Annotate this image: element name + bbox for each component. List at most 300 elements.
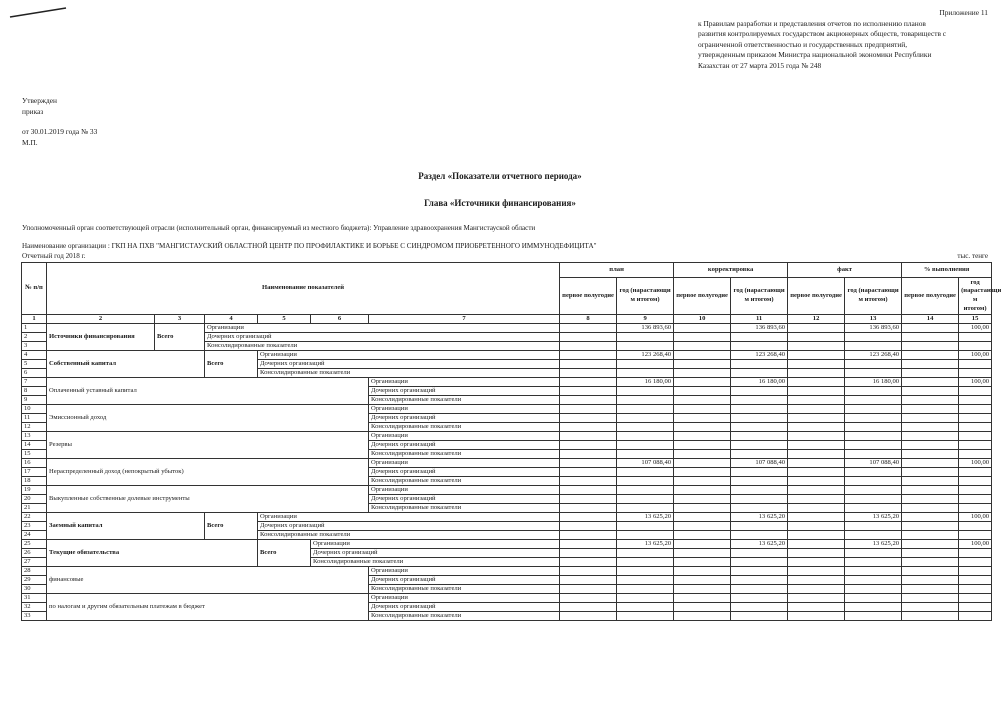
row-item-label: Дочерних организаций — [369, 576, 560, 585]
value-cell — [788, 405, 845, 414]
header-year: год (нарастающи м итогом) — [845, 278, 902, 315]
row-item-label: Дочерних организаций — [369, 603, 560, 612]
row-number: 29 — [22, 576, 47, 585]
financing-table — [21, 262, 1001, 621]
column-number: 7 — [369, 315, 560, 324]
value-cell — [788, 360, 845, 369]
value-cell — [959, 594, 992, 603]
row-item-label: Организации — [258, 351, 560, 360]
value-cell — [788, 594, 845, 603]
table-row — [22, 513, 992, 522]
value-cell — [617, 495, 674, 504]
value-cell — [617, 486, 674, 495]
row-number: 20 — [22, 495, 47, 504]
value-cell — [902, 531, 959, 540]
value-cell — [959, 369, 992, 378]
value-cell — [788, 585, 845, 594]
value-cell — [845, 468, 902, 477]
row-item-label: Консолидированные показатели — [369, 396, 560, 405]
row-item-label: Дочерних организаций — [311, 549, 560, 558]
value-cell — [731, 414, 788, 423]
value-cell — [731, 477, 788, 486]
value-cell — [788, 342, 845, 351]
row-item-label: Организации — [311, 540, 560, 549]
column-number: 5 — [258, 315, 311, 324]
value-cell: 123 268,40 — [731, 351, 788, 360]
row-item-label: Организации — [258, 513, 560, 522]
value-cell — [845, 495, 902, 504]
pen-mark — [8, 5, 68, 19]
value-cell — [560, 594, 617, 603]
value-cell — [560, 549, 617, 558]
row-number: 14 — [22, 441, 47, 450]
row-number: 2 — [22, 333, 47, 342]
table-row — [22, 351, 992, 360]
row-number: 7 — [22, 378, 47, 387]
value-cell: 100,00 — [959, 459, 992, 468]
value-cell — [959, 441, 992, 450]
value-cell — [674, 378, 731, 387]
value-cell — [560, 369, 617, 378]
value-cell — [731, 603, 788, 612]
value-cell — [845, 594, 902, 603]
authority-line: Уполномоченный орган соответствующей отрасли (исполнительный орган, финансируемый из местного бюджета): Управление здравоохранения Мангистауской области — [22, 224, 536, 232]
row-number: 15 — [22, 450, 47, 459]
value-cell — [788, 450, 845, 459]
row-item-label: Дочерних организаций — [369, 468, 560, 477]
value-cell — [902, 468, 959, 477]
value-cell — [959, 450, 992, 459]
row-item-label: Консолидированные показатели — [369, 612, 560, 621]
value-cell — [788, 477, 845, 486]
value-cell — [959, 477, 992, 486]
value-cell — [845, 342, 902, 351]
value-cell — [560, 324, 617, 333]
header-year: год (нарастающи м итогом) — [959, 278, 992, 315]
value-cell — [902, 351, 959, 360]
table-row — [22, 459, 992, 468]
value-cell — [674, 324, 731, 333]
value-cell — [674, 495, 731, 504]
value-cell — [845, 441, 902, 450]
value-cell — [617, 387, 674, 396]
value-cell — [845, 405, 902, 414]
value-cell — [902, 477, 959, 486]
row-number: 9 — [22, 396, 47, 405]
table-row — [22, 567, 992, 576]
total-label: Всего — [155, 324, 205, 351]
value-cell — [902, 423, 959, 432]
row-number: 1 — [22, 324, 47, 333]
value-cell — [560, 405, 617, 414]
value-cell — [731, 405, 788, 414]
value-cell — [788, 612, 845, 621]
value-cell — [788, 351, 845, 360]
value-cell — [845, 369, 902, 378]
value-cell — [731, 333, 788, 342]
value-cell — [617, 576, 674, 585]
value-cell — [845, 612, 902, 621]
value-cell — [788, 576, 845, 585]
row-number: 25 — [22, 540, 47, 549]
value-cell — [560, 333, 617, 342]
value-cell — [788, 396, 845, 405]
row-item-label: Дочерних организаций — [369, 495, 560, 504]
value-cell — [560, 603, 617, 612]
value-cell — [959, 522, 992, 531]
value-cell — [959, 414, 992, 423]
value-cell — [674, 513, 731, 522]
value-cell — [845, 522, 902, 531]
stamp-label: М.П. — [22, 137, 38, 147]
indicator-name: Заемный капитал — [47, 513, 205, 540]
value-cell — [674, 486, 731, 495]
value-cell — [731, 594, 788, 603]
header-name: Наименование показателей — [47, 263, 560, 315]
value-cell — [560, 450, 617, 459]
value-cell — [959, 531, 992, 540]
value-cell — [617, 450, 674, 459]
value-cell: 16 180,00 — [845, 378, 902, 387]
chapter-title: Глава «Источники финансирования» — [424, 198, 576, 208]
indicator-name: Нераспределенный доход (непокрытый убыток) — [47, 459, 369, 486]
value-cell — [788, 387, 845, 396]
value-cell — [845, 333, 902, 342]
value-cell — [959, 468, 992, 477]
table-row — [22, 594, 992, 603]
value-cell — [674, 477, 731, 486]
value-cell — [674, 603, 731, 612]
value-cell: 16 180,00 — [617, 378, 674, 387]
value-cell — [617, 603, 674, 612]
value-cell — [788, 513, 845, 522]
value-cell — [902, 486, 959, 495]
table-row — [22, 432, 992, 441]
value-cell — [788, 522, 845, 531]
table-row — [22, 324, 992, 333]
indicator-name: Собственный капитал — [47, 351, 205, 378]
value-cell — [845, 396, 902, 405]
value-cell — [902, 342, 959, 351]
value-cell — [845, 414, 902, 423]
row-number: 21 — [22, 504, 47, 513]
value-cell — [560, 558, 617, 567]
indicator-name: Источники финансирования — [47, 324, 155, 351]
header-fact: факт — [788, 263, 902, 278]
value-cell — [731, 342, 788, 351]
value-cell — [731, 387, 788, 396]
value-cell — [731, 450, 788, 459]
value-cell — [845, 387, 902, 396]
row-number: 12 — [22, 423, 47, 432]
value-cell — [731, 504, 788, 513]
row-item-label: Консолидированные показатели — [311, 558, 560, 567]
row-number: 16 — [22, 459, 47, 468]
header-correction: корректировка — [674, 263, 788, 278]
row-item-label: Организации — [369, 378, 560, 387]
header-percent: % выполнения — [902, 263, 992, 278]
value-cell: 100,00 — [959, 324, 992, 333]
value-cell — [959, 423, 992, 432]
value-cell — [560, 477, 617, 486]
value-cell: 13 625,20 — [731, 540, 788, 549]
value-cell — [902, 459, 959, 468]
value-cell — [845, 477, 902, 486]
value-cell — [560, 441, 617, 450]
column-number: 9 — [617, 315, 674, 324]
value-cell — [617, 468, 674, 477]
column-number: 12 — [788, 315, 845, 324]
value-cell — [788, 486, 845, 495]
value-cell: 107 088,40 — [617, 459, 674, 468]
column-number: 8 — [560, 315, 617, 324]
column-number: 1 — [22, 315, 47, 324]
value-cell: 136 893,60 — [845, 324, 902, 333]
value-cell — [902, 513, 959, 522]
value-cell — [788, 567, 845, 576]
value-cell — [788, 441, 845, 450]
appendix-block — [698, 8, 988, 72]
value-cell — [788, 495, 845, 504]
value-cell — [788, 378, 845, 387]
value-cell — [959, 576, 992, 585]
value-cell: 136 893,60 — [617, 324, 674, 333]
column-number: 14 — [902, 315, 959, 324]
value-cell — [902, 405, 959, 414]
row-number: 8 — [22, 387, 47, 396]
header-year: год (нарастающи м итогом) — [617, 278, 674, 315]
row-item-label: Организации — [369, 459, 560, 468]
value-cell — [674, 333, 731, 342]
row-number: 5 — [22, 360, 47, 369]
value-cell — [674, 369, 731, 378]
value-cell — [788, 540, 845, 549]
value-cell — [617, 414, 674, 423]
value-cell — [617, 360, 674, 369]
row-number: 10 — [22, 405, 47, 414]
value-cell — [788, 504, 845, 513]
value-cell — [617, 594, 674, 603]
value-cell — [959, 396, 992, 405]
value-cell — [560, 396, 617, 405]
row-item-label: Организации — [205, 324, 560, 333]
row-item-label: Консолидированные показатели — [369, 450, 560, 459]
row-item-label: Консолидированные показатели — [205, 342, 560, 351]
value-cell — [731, 531, 788, 540]
value-cell — [902, 603, 959, 612]
value-cell — [674, 432, 731, 441]
value-cell: 100,00 — [959, 540, 992, 549]
value-cell — [959, 387, 992, 396]
value-cell — [731, 360, 788, 369]
value-cell — [902, 387, 959, 396]
header-first-half: первое полугодие — [674, 278, 731, 315]
column-number: 2 — [47, 315, 155, 324]
row-number: 22 — [22, 513, 47, 522]
value-cell — [845, 576, 902, 585]
row-number: 23 — [22, 522, 47, 531]
table-row — [22, 540, 992, 549]
row-item-label: Консолидированные показатели — [369, 504, 560, 513]
header-first-half: первое полугодие — [788, 278, 845, 315]
value-cell — [617, 333, 674, 342]
value-cell — [560, 459, 617, 468]
row-item-label: Консолидированные показатели — [258, 531, 560, 540]
value-cell — [560, 576, 617, 585]
value-cell — [560, 351, 617, 360]
row-number: 26 — [22, 549, 47, 558]
row-number: 30 — [22, 585, 47, 594]
row-number: 11 — [22, 414, 47, 423]
value-cell — [617, 567, 674, 576]
column-number: 13 — [845, 315, 902, 324]
row-item-label: Дочерних организаций — [205, 333, 560, 342]
value-cell — [674, 450, 731, 459]
value-cell: 16 180,00 — [731, 378, 788, 387]
value-cell — [902, 558, 959, 567]
value-cell — [674, 585, 731, 594]
value-cell — [560, 567, 617, 576]
value-cell — [902, 495, 959, 504]
value-cell — [617, 441, 674, 450]
appendix-line: Казахстан от 27 марта 2015 года № 248 — [698, 60, 822, 70]
header-first-half: первое полугодие — [560, 278, 617, 315]
value-cell — [617, 558, 674, 567]
value-cell — [959, 360, 992, 369]
row-number: 13 — [22, 432, 47, 441]
appendix-number: Приложение 11 — [939, 8, 988, 17]
header-plan: план — [560, 263, 674, 278]
value-cell — [845, 567, 902, 576]
value-cell — [902, 576, 959, 585]
value-cell — [788, 549, 845, 558]
value-cell — [674, 441, 731, 450]
value-cell — [560, 540, 617, 549]
value-cell: 123 268,40 — [845, 351, 902, 360]
row-item-label: Консолидированные показатели — [369, 585, 560, 594]
value-cell — [674, 558, 731, 567]
value-cell: 123 268,40 — [617, 351, 674, 360]
column-number: 3 — [155, 315, 205, 324]
value-cell — [902, 540, 959, 549]
value-cell — [788, 432, 845, 441]
row-number: 17 — [22, 468, 47, 477]
value-cell — [674, 459, 731, 468]
row-item-label: Консолидированные показатели — [369, 477, 560, 486]
value-cell — [959, 486, 992, 495]
value-cell — [560, 612, 617, 621]
value-cell — [674, 396, 731, 405]
value-cell — [845, 531, 902, 540]
value-cell — [902, 585, 959, 594]
row-item-label: Организации — [369, 432, 560, 441]
value-cell — [560, 360, 617, 369]
value-cell — [560, 468, 617, 477]
value-cell — [731, 468, 788, 477]
value-cell — [902, 522, 959, 531]
value-cell — [674, 423, 731, 432]
column-number: 6 — [311, 315, 369, 324]
column-number: 4 — [205, 315, 258, 324]
value-cell — [959, 333, 992, 342]
value-cell — [959, 504, 992, 513]
value-cell — [617, 342, 674, 351]
value-cell: 100,00 — [959, 513, 992, 522]
column-number: 15 — [959, 315, 992, 324]
value-cell — [560, 387, 617, 396]
order-label: приказ — [22, 106, 44, 116]
value-cell: 13 625,20 — [731, 513, 788, 522]
value-cell: 136 893,60 — [731, 324, 788, 333]
value-cell — [731, 495, 788, 504]
total-label: Всего — [205, 351, 258, 378]
value-cell — [902, 612, 959, 621]
value-cell — [788, 459, 845, 468]
value-cell — [617, 531, 674, 540]
value-cell — [674, 531, 731, 540]
value-cell — [788, 468, 845, 477]
value-cell — [560, 378, 617, 387]
value-cell — [902, 396, 959, 405]
table-row — [22, 486, 992, 495]
value-cell — [902, 450, 959, 459]
row-item-label: Дочерних организаций — [258, 522, 560, 531]
value-cell — [617, 585, 674, 594]
value-cell — [560, 432, 617, 441]
row-item-label: Дочерних организаций — [258, 360, 560, 369]
approved-label: Утвержден — [22, 96, 57, 105]
value-cell — [674, 504, 731, 513]
total-label: Всего — [205, 513, 258, 540]
value-cell — [959, 567, 992, 576]
value-cell — [788, 423, 845, 432]
value-cell — [845, 432, 902, 441]
value-cell — [617, 477, 674, 486]
value-cell — [560, 522, 617, 531]
value-cell — [902, 369, 959, 378]
column-number: 11 — [731, 315, 788, 324]
value-cell — [902, 549, 959, 558]
appendix-line: ограниченной ответственностью и государственных предприятий, — [698, 39, 908, 49]
value-cell — [674, 414, 731, 423]
value-cell — [731, 432, 788, 441]
value-cell — [788, 324, 845, 333]
value-cell — [845, 423, 902, 432]
value-cell — [674, 549, 731, 558]
value-cell — [617, 423, 674, 432]
value-cell — [731, 585, 788, 594]
value-cell — [959, 585, 992, 594]
indicator-name: Резервы — [47, 432, 369, 459]
value-cell — [674, 351, 731, 360]
value-cell — [560, 342, 617, 351]
row-number: 24 — [22, 531, 47, 540]
value-cell: 107 088,40 — [845, 459, 902, 468]
value-cell — [902, 378, 959, 387]
row-number: 18 — [22, 477, 47, 486]
row-item-label: Дочерних организаций — [369, 441, 560, 450]
row-item-label: Организации — [369, 594, 560, 603]
value-cell: 13 625,20 — [845, 540, 902, 549]
value-cell — [845, 360, 902, 369]
value-cell — [617, 369, 674, 378]
value-cell — [674, 342, 731, 351]
value-cell — [617, 612, 674, 621]
table-row — [22, 405, 992, 414]
header-no: № п/п — [22, 263, 47, 315]
row-item-label: Организации — [369, 486, 560, 495]
value-cell — [902, 432, 959, 441]
